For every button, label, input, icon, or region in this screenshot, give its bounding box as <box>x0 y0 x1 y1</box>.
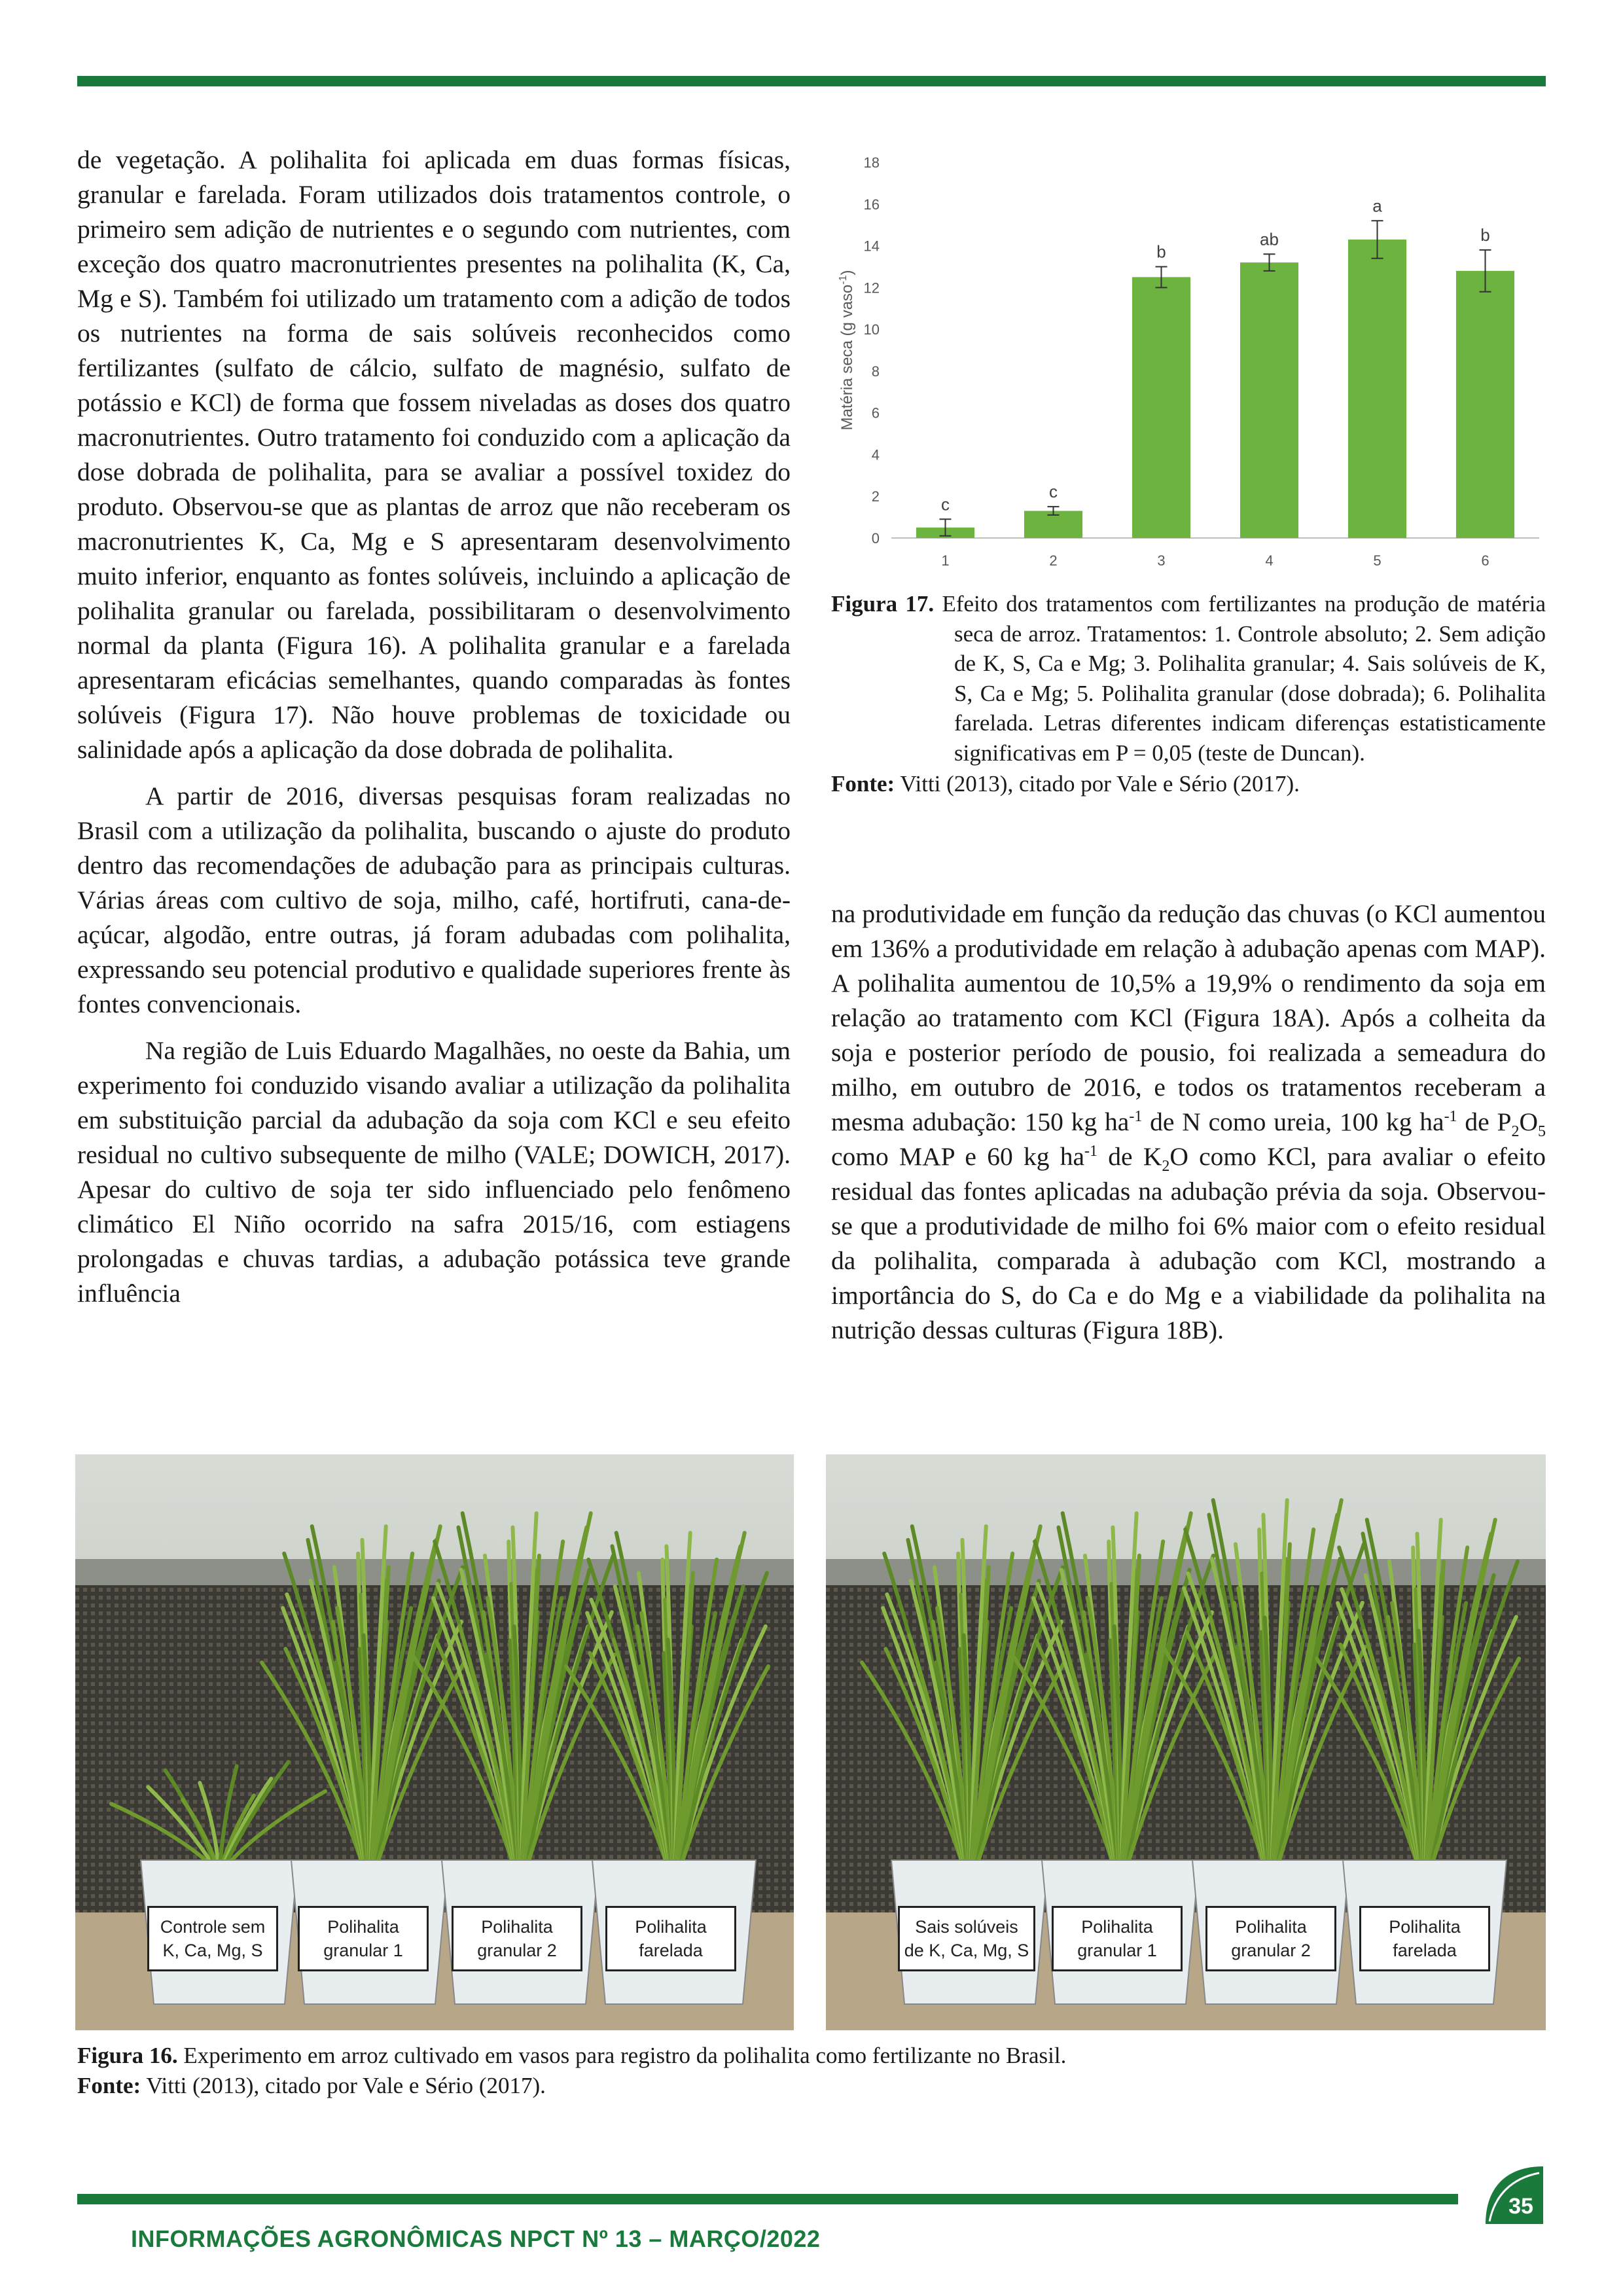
bar <box>1240 262 1298 538</box>
figure-17-caption <box>831 589 1546 799</box>
caption-text: Efeito dos tratamentos com fertilizantes na produção de matéria seca de arroz. Tratamentos: 1. Controle absoluto; 2. Sem adição de K, S, Ca e Mg; 3. Polihalita granular; 4. Sais solúveis de K, S, Ca e Mg; 5. Polihalita granular (dose dobrada); 6. Polihalita farelada. Letras diferentes indicam diferenças estatisticamente significativas em P = 0,05 (teste de Duncan). <box>934 591 1546 766</box>
top-rule <box>77 76 1546 86</box>
y-tick-label: 16 <box>863 196 880 213</box>
figure-17-bar-chart <box>826 143 1546 581</box>
bottom-rule <box>77 2194 1458 2204</box>
photo-label: Polihalita farelada <box>1359 1906 1490 1971</box>
paragraph: Na região de Luis Eduardo Magalhães, no oeste da Bahia, um experimento foi conduzido visando avaliar a utilização da polihalita em substituição parcial da adubação da soja com KCl e seu efeito residual no cultivo subsequente de milho (VALE; DOWICH, 2017). Apesar do cultivo de soja ter sido influenciado pelo fenômeno climático El Niño ocorrido na safra 2015/16, com estiagens prolongadas e chuvas tardias, a adubação potássica teve grande influência <box>77 1036 791 1308</box>
bar <box>1456 271 1514 538</box>
significance-letter: ab <box>1260 229 1279 249</box>
significance-letter: b <box>1480 224 1490 245</box>
figure-16-photo-right <box>826 1454 1546 2030</box>
x-tick-label: 5 <box>1373 552 1382 569</box>
figure-label: Figura 17. <box>831 591 935 617</box>
figure-16-caption <box>77 2041 1546 2101</box>
source-label: Fonte: <box>831 771 895 797</box>
y-tick-label: 18 <box>863 154 880 171</box>
significance-letter: a <box>1372 196 1382 216</box>
bar <box>1132 277 1190 538</box>
x-tick-label: 2 <box>1049 552 1058 569</box>
photo-label: Polihalita granular 2 <box>1205 1906 1336 1971</box>
paragraph: na produtividade em função da redução das chuvas (o KCl aumentou em 136% a produtividade em relação à adubação apenas com MAP). A polihalita aumentou de 10,5% a 19,9% o rendimento da soja em relação ao tratamento com KCl (Figura 18A). Após a colheita da soja e posterior período de pousio, foi realizada a semeadura do milho, em outubro de 2016, e todos os tratamentos receberam a mesma adubação: 150 kg $ha^{-1}$ de N como ureia, 100 kg $ha^{-1}$ de $P_2O_5$ como MAP e 60 kg $ha^{-1}$ de $K_2O$ como KCl, para avaliar o efeito residual das fontes aplicadas na adubação prévia da soja. Observou-se que a produtividade de milho foi 6% maior com o efeito residual da polihalita, comparada à adubação com KCl, mostrando a importância do S, do Ca e do Mg e a viabilidade da polihalita na nutrição dessas culturas (Figura 18B). <box>831 899 1546 1344</box>
x-tick-label: 1 <box>941 552 950 569</box>
photo-label: Polihalita farelada <box>605 1906 736 1971</box>
right-column <box>831 897 1546 1359</box>
photo-label: Polihalita granular 1 <box>298 1906 429 1971</box>
y-tick-label: 2 <box>871 488 880 505</box>
left-column <box>77 143 791 1323</box>
significance-letter: b <box>1156 242 1166 262</box>
photo-label: Sais solúveis de K, Ca, Mg, S <box>898 1906 1035 1971</box>
source-text: Vitti (2013), citado por Vale e Sério (2017). <box>141 2073 546 2098</box>
significance-letter: c <box>941 494 950 514</box>
y-tick-label: 0 <box>871 530 880 547</box>
significance-letter: c <box>1049 482 1058 502</box>
source-label: Fonte: <box>77 2073 141 2098</box>
figure-label: Figura 16. <box>77 2043 178 2068</box>
paragraph: A partir de 2016, diversas pesquisas foram realizadas no Brasil com a utilização da polihalita, buscando o ajuste do produto dentro das recomendações de adubação para as principais culturas. Várias áreas com cultivo de soja, milho, café, hortifruti, cana-de-açúcar, algodão, entre outras, já foram adubadas com polihalita, expressando seu potencial produtivo e qualidade superiores frente às fontes convencionais. <box>77 781 791 1018</box>
page-number: 35 <box>1508 2194 1533 2219</box>
figure-16-photo-left <box>75 1454 794 2030</box>
y-tick-label: 14 <box>863 238 880 255</box>
paragraph: de vegetação. A polihalita foi aplicada em duas formas físicas, granular e farelada. Foram utilizados dois tratamentos controle, o primeiro sem adição de nutrientes e o segundo com nutrientes, com exceção dos quatro macronutrientes presentes na polihalita (K, Ca, Mg e S). Também foi utilizado um tratamento com a adição de todos os nutrientes na forma de sais solúveis reconhecidos como fertilizantes (sulfato de cálcio, sulfato de magnésio, sulfato de potássio e KCl) de forma que fossem niveladas as doses dos quatro macronutrientes. Outro tratamento foi conduzido com a aplicação da dose dobrada de polihalita, para se avaliar a possível toxidez do produto. Observou-se que as plantas de arroz que não receberam os macronutrientes K, Ca, Mg e S apresentaram desenvolvimento muito inferior, enquanto as fontes solúveis, incluindo a aplicação de polihalita granular ou farelada, possibilitaram o desenvolvimento normal da planta (Figura 16). A polihalita granular e a farelada apresentaram eficácias semelhantes, quando comparadas às fontes solúveis (Figura 17). Não houve problemas de toxicidade ou salinidade após a aplicação da dose dobrada de polihalita. <box>77 145 791 764</box>
footer-title: INFORMAÇÕES AGRONÔMICAS NPCT Nº 13 – MARÇO/2022 <box>131 2225 821 2252</box>
caption-text: Experimento em arroz cultivado em vasos para registro da polihalita como fertilizante no Brasil. <box>177 2043 1067 2068</box>
y-tick-label: 4 <box>871 446 880 463</box>
x-tick-label: 3 <box>1157 552 1166 569</box>
y-tick-label: 10 <box>863 321 880 338</box>
page-number-badge <box>1480 2161 1546 2227</box>
chart-labels <box>941 196 1490 569</box>
y-tick-label: 8 <box>871 363 880 380</box>
y-axis-label: Matéria seca (g vaso$^{-1}$) <box>838 270 856 431</box>
y-tick-label: 6 <box>871 404 880 422</box>
source-text: Vitti (2013), citado por Vale e Sério (2017). <box>895 771 1300 797</box>
photo-label: Polihalita granular 2 <box>452 1906 582 1971</box>
x-tick-label: 6 <box>1481 552 1489 569</box>
photo-label: Polihalita granular 1 <box>1052 1906 1183 1971</box>
photo-label: Controle sem K, Ca, Mg, S <box>147 1906 278 1971</box>
x-tick-label: 4 <box>1265 552 1274 569</box>
chart-bars <box>916 221 1514 538</box>
bar <box>1348 240 1406 538</box>
y-tick-label: 12 <box>863 279 880 296</box>
